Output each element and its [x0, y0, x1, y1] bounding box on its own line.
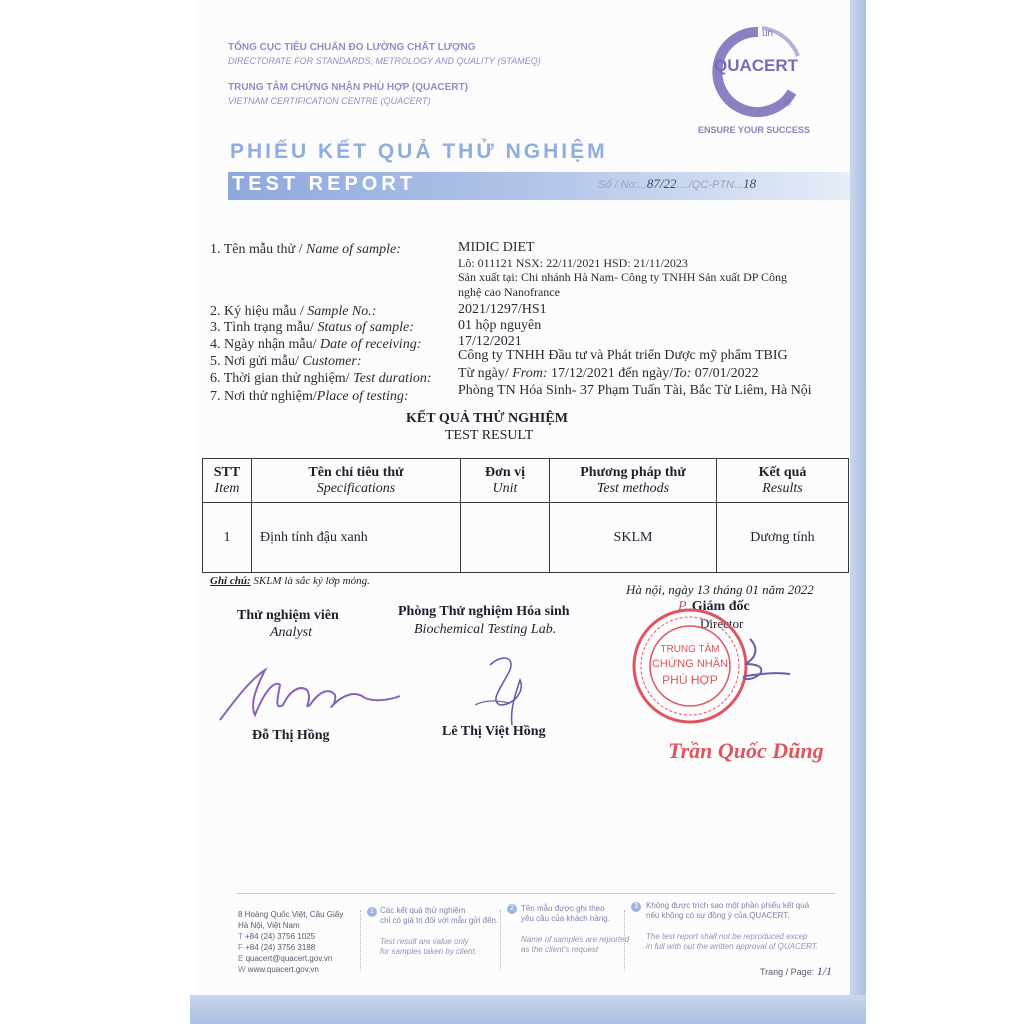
cell-method: SKLM	[550, 503, 717, 573]
footer-address-1: 8 Hoàng Quốc Việt, Cầu Giấy	[238, 910, 344, 919]
cell-item: 1	[203, 503, 252, 573]
result-heading-vn: KẾT QUẢ THỬ NGHIỆM	[406, 411, 568, 426]
cell-result: Dương tính	[717, 503, 849, 573]
note: Ghi chú: SKLM là sắc ký lớp mỏng.	[210, 575, 370, 587]
director-name: Trần Quốc Dũng	[668, 738, 824, 763]
footer-note-2-en-2: as the client's request	[521, 945, 599, 954]
field-label-sample-no: 2. Ký hiệu mẫu / Sample No.:	[210, 304, 377, 319]
footer-email: E quacert@quacert.gov.vn	[238, 954, 333, 963]
analyst-title-en: Analyst	[270, 625, 312, 640]
col-header-unit: Đơn vị Unit	[461, 459, 550, 503]
col-header-item: STT Item	[203, 459, 252, 503]
cell-spec: Định tính đậu xanh	[252, 503, 461, 573]
producer-line-2: nghệ cao Nanofrance	[458, 285, 560, 299]
place-of-testing: Phòng TN Hóa Sinh- 37 Phạm Tuấn Tài, Bắc Từ Liêm, Hà Nội	[458, 383, 812, 398]
centre-name-en: VIETNAM CERTIFICATION CENTRE (QUACERT)	[228, 96, 431, 106]
footer-note-3-vn-1: Không được trích sao một phần phiếu kết quả	[646, 901, 810, 910]
footer-separator-1	[360, 910, 367, 970]
page-number: Trang / Page: 1/1	[760, 964, 833, 978]
footer-fax: F +84 (24) 3756 3188	[238, 943, 316, 952]
analyst-title-vn: Thử nghiệm viên	[237, 608, 339, 623]
field-label-customer: 5. Nơi gửi mẫu/ Customer:	[210, 354, 362, 369]
title-en: TEST REPORT	[232, 173, 417, 195]
field-label-status: 3. Tình trạng mẫu/ Status of sample:	[210, 320, 414, 335]
footer-note-1-vn-2: chỉ có giá trị đối với mẫu gửi đến.	[380, 916, 499, 925]
org-name-en: DIRECTORATE FOR STANDARDS, METROLOGY AND QUALITY (STAMEQ)	[228, 56, 541, 66]
field-label-duration: 6. Thời gian thử nghiệm/ Test duration:	[210, 371, 432, 386]
sample-no: 2021/1297/HS1	[458, 302, 547, 317]
col-header-result: Kết quả Results	[717, 459, 849, 503]
result-table	[202, 458, 849, 573]
footer-note-3-en-1: The test report shall not be reproduced excep	[646, 932, 808, 941]
director-title-vn: P. Giám đốc	[678, 599, 750, 614]
customer: Công ty TNHH Đầu tư và Phát triển Dược mỹ phẩm TBIG	[458, 348, 788, 363]
footer-note-2-en-1: Name of samples are reported	[521, 935, 630, 944]
footer-note-3-en-2: in full with out the written approval of QUACERT.	[646, 942, 819, 951]
producer-line-1: Sản xuất tại: Chi nhánh Hà Nam- Công ty TNHH Sản xuất DP Công	[458, 270, 787, 284]
centre-name-vn: TRUNG TÂM CHỨNG NHẬN PHÙ HỢP (QUACERT)	[228, 82, 468, 93]
table-row	[203, 503, 849, 573]
result-heading-en: TEST RESULT	[445, 428, 534, 443]
sample-name: MIDIC DIET	[458, 240, 535, 255]
footer-note-2-vn-1: Tên mẫu được ghi theo	[521, 904, 605, 913]
lab-title-en: Biochemical Testing Lab.	[414, 622, 557, 637]
paper-edge-bottom	[190, 995, 866, 1024]
paper-edge-right	[850, 0, 866, 1024]
sample-status: 01 hộp nguyên	[458, 318, 542, 333]
col-header-spec: Tên chỉ tiêu thử Specifications	[252, 459, 461, 503]
quacert-logo: QUACERT un ®	[700, 22, 810, 118]
table-header-row	[203, 459, 849, 503]
title-vn: PHIẾU KẾT QUẢ THỬ NGHIỆM	[230, 140, 608, 163]
date-line: Hà nội, ngày 13 tháng 01 năm 2022	[626, 582, 814, 597]
analyst-name: Đỗ Thị Hồng	[252, 728, 330, 743]
footer-note-2-vn-2: yêu cầu của khách hàng.	[521, 914, 610, 923]
footer-note-1-en-2: for samples taken by client.	[380, 947, 477, 956]
analyst-signature	[215, 660, 405, 735]
footer-note-1-en-1: Test result are value only	[380, 937, 469, 946]
col-header-method: Phương pháp thử Test methods	[550, 459, 717, 503]
footer-note-3-vn-2: nếu không có sự đồng ý của QUACERT.	[646, 911, 790, 920]
field-label-sample-name: 1. Tên mẫu thử / Name of sample:	[210, 242, 401, 257]
cell-unit	[461, 503, 550, 573]
footer-note-3-number: 3	[631, 902, 641, 912]
report-number: Số / No:...87/22..../QC-PTN...18	[598, 176, 757, 191]
field-label-received: 4. Ngày nhận mẫu/ Date of receiving:	[210, 337, 422, 352]
slogan: ENSURE YOUR SUCCESS	[698, 125, 810, 135]
footer-address-2: Hà Nội, Việt Nam	[238, 921, 300, 930]
field-label-place: 7. Nơi thử nghiệm/Place of testing:	[210, 389, 409, 404]
footer-note-2-number: 2	[507, 904, 517, 914]
lab-head-name: Lê Thị Việt Hồng	[442, 724, 546, 739]
lot-line: Lô: 011121 NSX: 22/11/2021 HSD: 21/11/2023	[458, 256, 688, 270]
director-title-en: Director	[700, 616, 744, 631]
director-signature	[720, 634, 800, 699]
org-name-vn: TỔNG CỤC TIÊU CHUẨN ĐO LƯỜNG CHẤT LƯỢNG	[228, 42, 476, 53]
official-stamp: TRUNG TÂM CHỨNG NHẬN PHÙ HỢP	[630, 606, 750, 726]
footer-note-1-number: 1	[367, 907, 377, 917]
test-duration: Từ ngày/ From: 17/12/2021 đến ngày/To: 07/01/2022	[458, 366, 759, 381]
footer-separator-3	[624, 910, 631, 970]
lab-title-vn: Phòng Thử nghiệm Hóa sinh	[398, 604, 570, 619]
footer-website: W www.quacert.gov.vn	[238, 965, 319, 974]
date-received: 17/12/2021	[458, 334, 522, 349]
footer-separator-2	[500, 910, 507, 970]
footer-divider	[236, 893, 836, 894]
footer-phone: T +84 (24) 3756 1025	[238, 932, 316, 941]
footer-note-1-vn-1: Các kết quả thử nghiệm	[380, 906, 466, 915]
